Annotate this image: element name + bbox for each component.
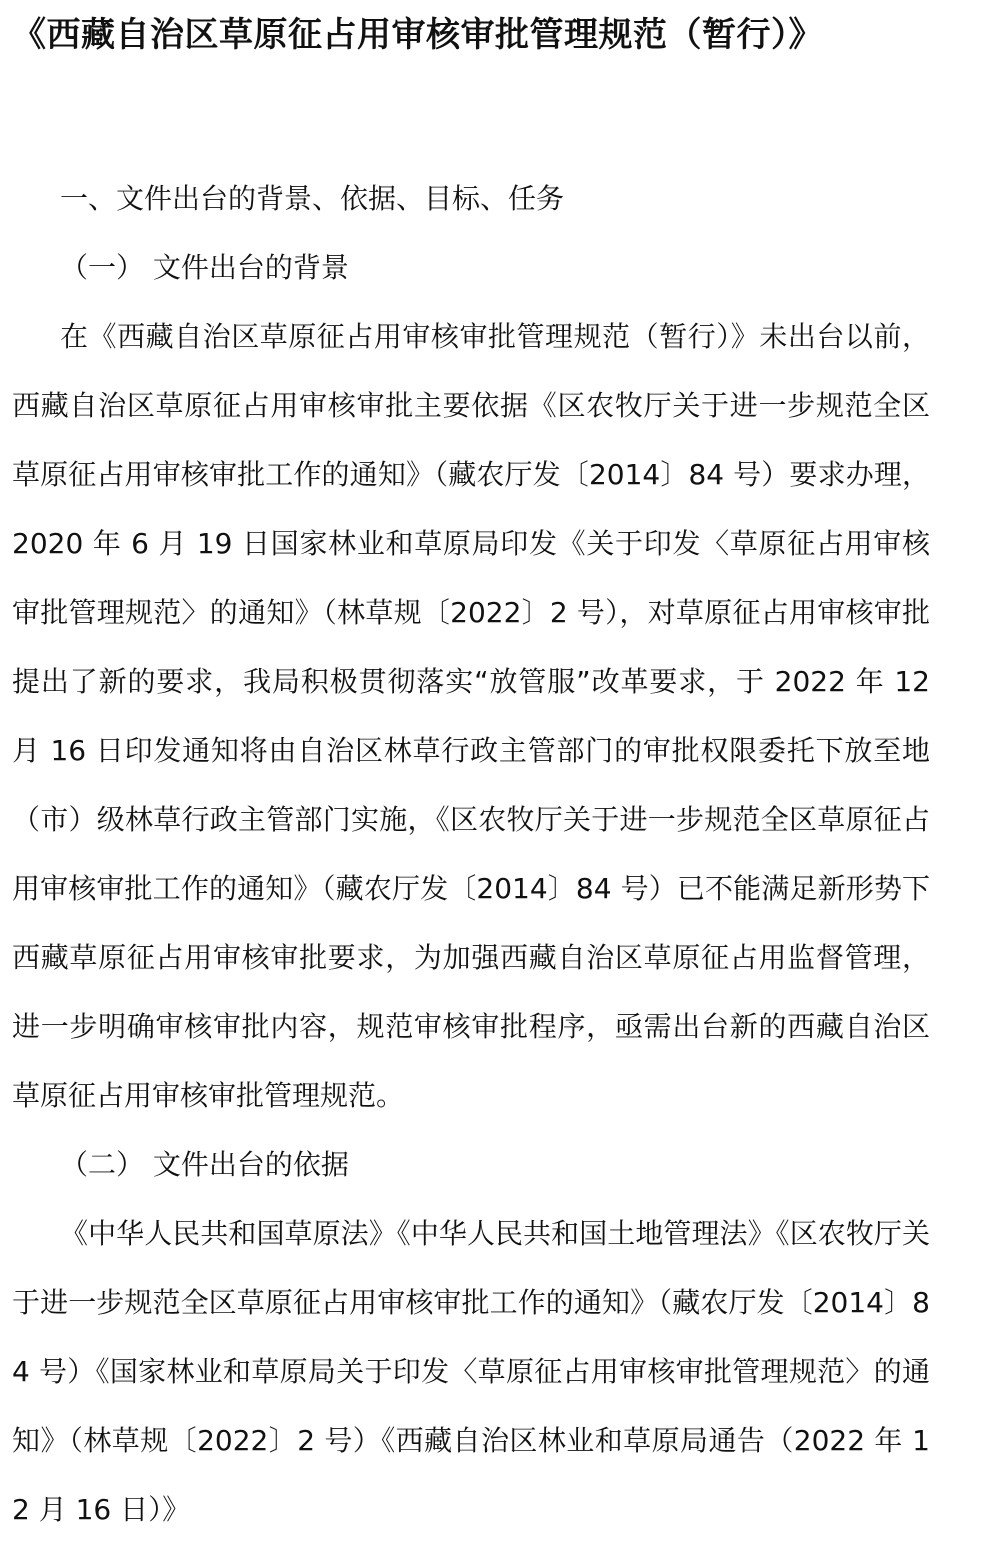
section-heading-background-basis-goals: 一、文件出台的背景、依据、目标、任务 [60, 182, 565, 215]
subsection-heading-basis: （二） 文件出台的依据 [60, 1148, 349, 1181]
document-title: 《西藏自治区草原征占用审核审批管理规范（暂行）》 [12, 15, 823, 55]
background-paragraph: 在《西藏自治区草原征占用审核审批管理规范（暂行）》未出台以前，西藏自治区草原征占用审核审批主要依据《区农牧厅关于进一步规范全区草原征占用审核审批工作的通知》（藏农厅发〔2014〕84 号）要求办理，2020 年 6 月 19 日国家林业和草原局印发《关于印发〈草原征占用审核审批管理规范〉的通知》（林草规〔2022〕2 号），对草原征占用审核审批提出了新的要求，我局积极贯彻落实“放管服”改革要求，于 2022 年 12 月 16 日印发通知将由自治区林草行政主管部门的审批权限委托下放至地（市）级林草行政主管部门实施，《区农牧厅关于进一步规范全区草原征占用审核审批工作的通知》（藏农厅发〔2014〕84 号）已不能满足新形势下西藏草原征占用审核审批要求，为加强西藏自治区草原征占用监督管理，进一步明确审核审批内容，规范审核审批程序，亟需出台新的西藏自治区草原征占用审核审批管理规范。 [12, 320, 930, 1112]
document-body [12, 164, 930, 1544]
subsection-heading-background: （一） 文件出台的背景 [60, 251, 349, 284]
basis-paragraph: 《中华人民共和国草原法》《中华人民共和国土地管理法》《区农牧厅关于进一步规范全区草原征占用审核审批工作的通知》（藏农厅发〔2014〕84 号）《国家林业和草原局关于印发〈草原征占用审核审批管理规范〉的通知》（林草规〔2022〕2 号）《西藏自治区林业和草原局通告（2022 年 12 月 16 日）》 [12, 1217, 930, 1526]
